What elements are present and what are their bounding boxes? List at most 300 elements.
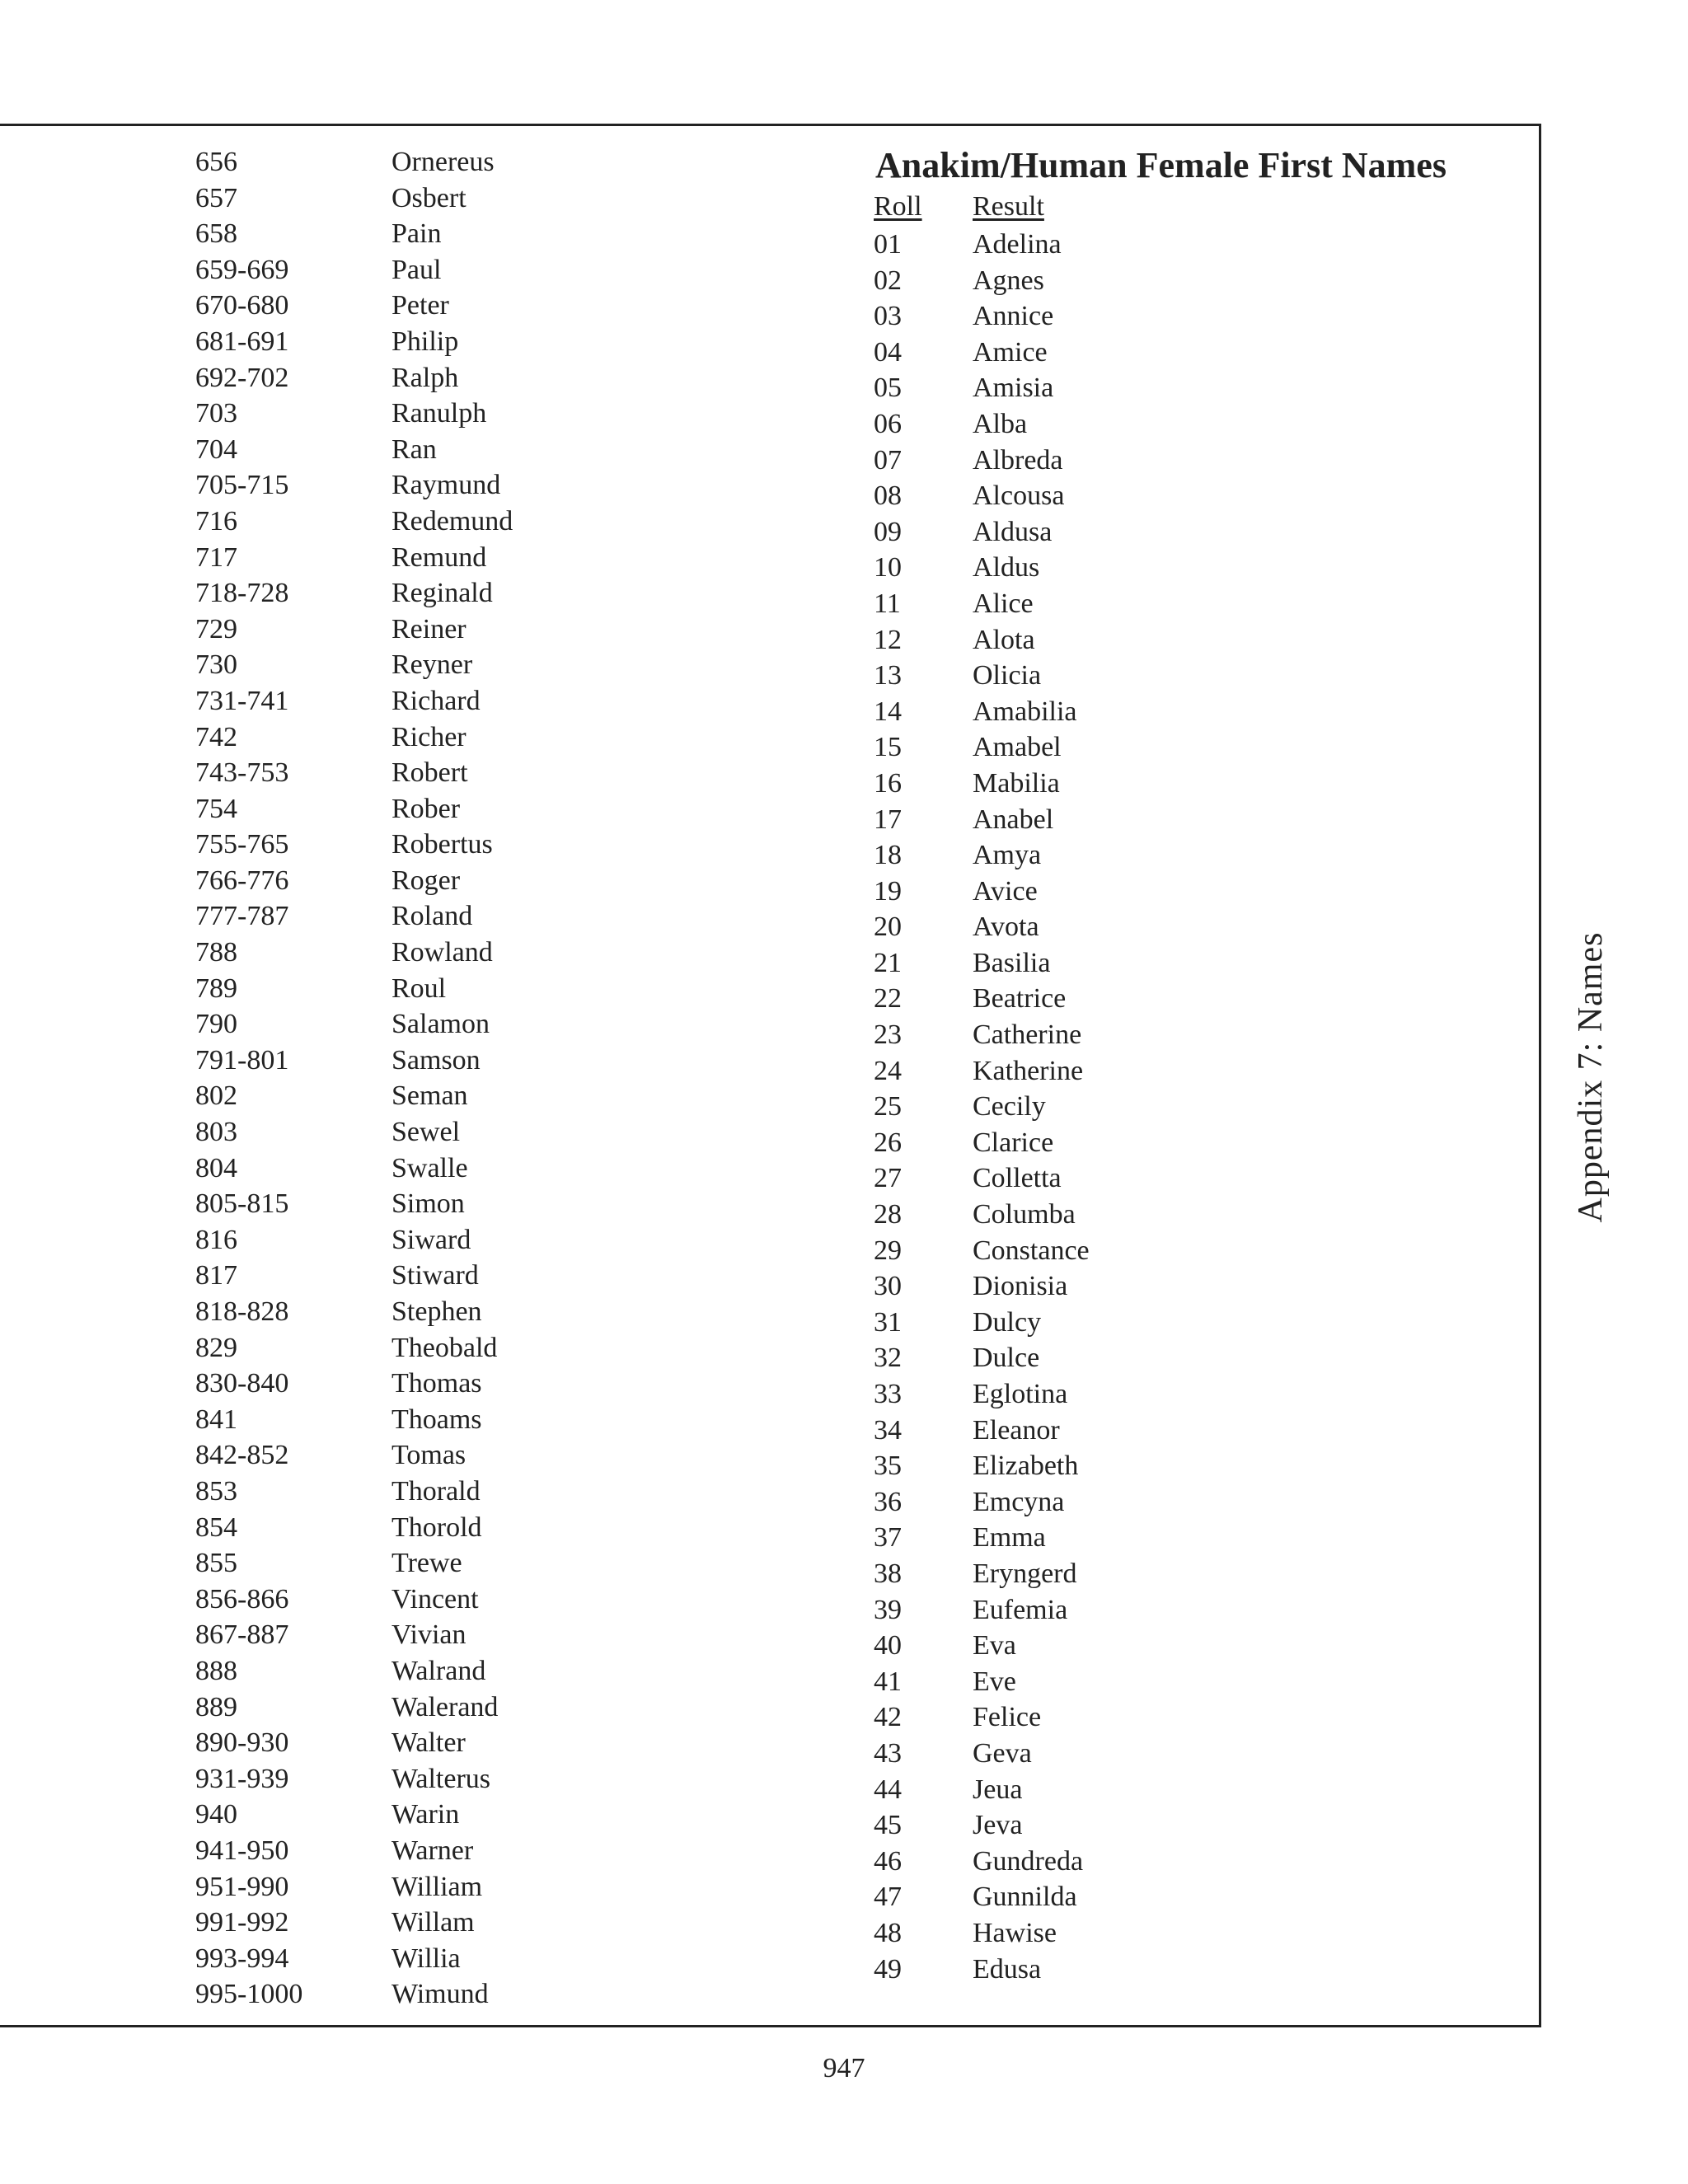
roll-value: 27 [874, 1163, 902, 1194]
table-row [195, 324, 657, 360]
name-value: Stephen [392, 1296, 482, 1327]
name-value: Constance [973, 1235, 1090, 1266]
roll-value: 40 [874, 1630, 902, 1661]
name-value: Siward [392, 1224, 471, 1255]
name-value: Remund [392, 541, 487, 573]
table-row [195, 1905, 657, 1941]
roll-value: 48 [874, 1917, 902, 1948]
roll-value: 36 [874, 1486, 902, 1517]
table-row [195, 1617, 657, 1653]
roll-value: 830-840 [195, 1368, 289, 1399]
table-row [195, 1151, 657, 1187]
roll-value: 12 [874, 624, 902, 655]
table-row [874, 909, 1451, 945]
table-row [874, 1413, 1451, 1449]
table-row [874, 1952, 1451, 1988]
name-value: Peter [392, 290, 449, 321]
name-value: Eufemia [973, 1594, 1068, 1625]
roll-value: 45 [874, 1810, 902, 1841]
roll-value: 23 [874, 1019, 902, 1051]
name-value: Thorold [392, 1511, 482, 1543]
roll-value: 766-776 [195, 865, 289, 896]
table-row [195, 863, 657, 899]
table-row [874, 478, 1451, 514]
roll-value: 21 [874, 947, 902, 978]
roll-value: 34 [874, 1414, 902, 1446]
table-row [874, 1699, 1451, 1736]
table-row [874, 1520, 1451, 1556]
name-value: Emcyna [973, 1486, 1065, 1517]
name-value: Willam [392, 1907, 475, 1938]
table-row [195, 647, 657, 683]
table-row [874, 514, 1451, 551]
roll-value: 30 [874, 1271, 902, 1302]
roll-value: 729 [195, 613, 237, 644]
roll-value: 656 [195, 147, 237, 177]
roll-value: 15 [874, 732, 902, 763]
roll-value: 14 [874, 696, 902, 727]
roll-value: 11 [874, 588, 901, 619]
name-value: Columba [973, 1199, 1076, 1230]
roll-value: 28 [874, 1199, 902, 1230]
name-value: Walterus [392, 1763, 490, 1794]
table-row [195, 1833, 657, 1869]
name-value: Robertus [392, 829, 493, 860]
left-name-table [195, 144, 657, 2013]
name-value: Ran [392, 434, 437, 465]
name-value: Colletta [973, 1163, 1062, 1194]
section-title: Anakim/Human Female First Names [875, 145, 1447, 185]
table-row [874, 227, 1451, 263]
roll-value: 46 [874, 1845, 902, 1877]
table-row [195, 467, 657, 504]
table-row [195, 1690, 657, 1726]
table-row [874, 802, 1451, 838]
table-row [874, 1807, 1451, 1844]
table-row [874, 335, 1451, 371]
name-value: Gundreda [973, 1845, 1084, 1877]
table-row [874, 298, 1451, 335]
table-row [195, 360, 657, 396]
name-value: Robert [392, 757, 468, 789]
roll-value: 777-787 [195, 901, 289, 932]
roll-value: 993-994 [195, 1943, 289, 1974]
roll-value: 991-992 [195, 1907, 289, 1938]
name-value: Ornereus [392, 147, 495, 177]
name-value: Jeua [973, 1774, 1023, 1805]
table-row [195, 898, 657, 935]
table-row [195, 252, 657, 288]
name-value: Tomas [392, 1440, 467, 1471]
table-row [874, 1233, 1451, 1269]
name-value: Eva [973, 1630, 1016, 1661]
roll-value: 803 [195, 1117, 237, 1148]
name-value: Eryngerd [973, 1558, 1077, 1589]
name-value: Adelina [973, 229, 1062, 260]
name-value: Wimund [392, 1979, 489, 2010]
table-row [195, 180, 657, 217]
table-row [874, 1268, 1451, 1305]
roll-value: 717 [195, 541, 237, 573]
table-row [195, 540, 657, 576]
roll-value: 995-1000 [195, 1979, 303, 2010]
table-row [195, 1474, 657, 1510]
name-value: Warner [392, 1835, 474, 1866]
roll-value: 829 [195, 1332, 237, 1363]
name-value: Albreda [973, 444, 1063, 476]
roll-value: 26 [874, 1127, 902, 1158]
roll-value: 705-715 [195, 470, 289, 501]
roll-value: 47 [874, 1882, 902, 1913]
roll-value: 681-691 [195, 326, 289, 357]
roll-value: 13 [874, 660, 902, 691]
roll-value: 940 [195, 1799, 237, 1830]
roll-value: 730 [195, 649, 237, 681]
roll-value: 854 [195, 1511, 237, 1543]
table-row [874, 874, 1451, 910]
roll-value: 718-728 [195, 578, 289, 609]
roll-value: 704 [195, 434, 237, 465]
name-value: Agnes [973, 265, 1044, 296]
roll-value: 853 [195, 1475, 237, 1507]
table-row [195, 144, 657, 180]
name-value: Dulce [973, 1343, 1040, 1374]
name-value: Basilia [973, 947, 1051, 978]
name-value: Richard [392, 685, 481, 716]
table-row [874, 658, 1451, 694]
name-value: Trewe [392, 1548, 462, 1579]
column-header-roll: Roll [874, 191, 922, 222]
roll-value: 31 [874, 1306, 902, 1338]
roll-value: 06 [874, 408, 902, 439]
roll-value: 07 [874, 444, 902, 476]
roll-value: 743-753 [195, 757, 289, 789]
roll-value: 842-852 [195, 1440, 289, 1471]
roll-value: 841 [195, 1404, 237, 1435]
name-value: Alice [973, 588, 1034, 619]
name-value: Thoams [392, 1404, 482, 1435]
name-value: Raymund [392, 470, 501, 501]
name-value: Reginald [392, 578, 493, 609]
table-row [195, 1437, 657, 1474]
table-row [874, 1628, 1451, 1664]
name-value: Beatrice [973, 983, 1067, 1015]
name-value: William [392, 1871, 483, 1902]
table-row [874, 263, 1451, 299]
name-value: Amabilia [973, 696, 1077, 727]
roll-value: 29 [874, 1235, 902, 1266]
name-value: Alota [973, 624, 1035, 655]
name-value: Samson [392, 1044, 481, 1076]
table-row [195, 719, 657, 756]
name-value: Walerand [392, 1691, 499, 1722]
roll-value: 941-950 [195, 1835, 289, 1866]
roll-value: 856-866 [195, 1583, 289, 1615]
roll-value: 657 [195, 182, 237, 213]
name-value: Emma [973, 1522, 1046, 1554]
roll-value: 703 [195, 398, 237, 429]
table-row [874, 443, 1451, 479]
table-row [874, 1484, 1451, 1521]
table-row [195, 971, 657, 1007]
table-row [195, 827, 657, 863]
name-value: Salamon [392, 1009, 490, 1040]
roll-value: 32 [874, 1343, 902, 1374]
name-value: Thorald [392, 1475, 481, 1507]
table-row [195, 1222, 657, 1258]
name-value: Dulcy [973, 1306, 1042, 1338]
roll-value: 25 [874, 1091, 902, 1122]
name-value: Amya [973, 840, 1042, 871]
roll-value: 888 [195, 1655, 237, 1686]
name-value: Amabel [973, 732, 1062, 763]
table-row [195, 1330, 657, 1366]
table-row [874, 981, 1451, 1017]
table-row [195, 1976, 657, 2013]
roll-value: 24 [874, 1055, 902, 1086]
name-value: Gunnilda [973, 1882, 1077, 1913]
table-row [195, 432, 657, 468]
name-value: Walter [392, 1727, 466, 1759]
table-row [874, 1125, 1451, 1161]
table-row [874, 1053, 1451, 1090]
name-value: Walrand [392, 1655, 486, 1686]
name-value: Reiner [392, 613, 467, 644]
roll-value: 692-702 [195, 362, 289, 393]
roll-value: 35 [874, 1451, 902, 1482]
roll-value: 931-939 [195, 1763, 289, 1794]
table-row [195, 216, 657, 252]
table-row [195, 1006, 657, 1043]
roll-value: 658 [195, 218, 237, 250]
name-value: Olicia [973, 660, 1042, 691]
name-value: Ranulph [392, 398, 487, 429]
table-row [195, 1366, 657, 1402]
appendix-side-label: Appendix 7: Names [1572, 931, 1610, 1223]
name-value: Vivian [392, 1619, 467, 1651]
roll-value: 805-815 [195, 1188, 289, 1220]
table-row [874, 1556, 1451, 1592]
table-row [874, 1592, 1451, 1629]
roll-value: 03 [874, 301, 902, 332]
table-row [874, 837, 1451, 874]
name-value: Stiward [392, 1260, 479, 1291]
name-value: Catherine [973, 1019, 1082, 1051]
roll-value: 22 [874, 983, 902, 1015]
roll-value: 889 [195, 1691, 237, 1722]
name-value: Swalle [392, 1152, 468, 1183]
name-value: Sewel [392, 1117, 461, 1148]
roll-value: 38 [874, 1558, 902, 1589]
table-row [195, 1510, 657, 1546]
table-row [195, 1114, 657, 1151]
name-value: Alba [973, 408, 1028, 439]
table-row [874, 1664, 1451, 1700]
table-row [874, 1305, 1451, 1341]
roll-value: 16 [874, 767, 902, 799]
roll-value: 41 [874, 1666, 902, 1697]
name-value: Mabilia [973, 767, 1060, 799]
table-row [195, 612, 657, 648]
name-value: Anabel [973, 804, 1054, 835]
roll-value: 731-741 [195, 685, 289, 716]
name-value: Geva [973, 1737, 1032, 1769]
name-value: Roland [392, 901, 473, 932]
name-value: Seman [392, 1080, 468, 1112]
table-row [195, 1294, 657, 1330]
roll-value: 789 [195, 972, 237, 1004]
name-value: Philip [392, 326, 459, 357]
name-value: Avota [973, 912, 1039, 943]
name-value: Cecily [973, 1091, 1046, 1122]
table-row [195, 1078, 657, 1114]
roll-value: 716 [195, 505, 237, 537]
roll-value: 742 [195, 721, 237, 752]
table-row [195, 1258, 657, 1294]
table-row [195, 935, 657, 971]
table-row [195, 755, 657, 791]
table-row [195, 288, 657, 324]
table-row [874, 1772, 1451, 1808]
roll-value: 02 [874, 265, 902, 296]
table-row [874, 1376, 1451, 1413]
roll-value: 08 [874, 480, 902, 512]
name-value: Ralph [392, 362, 459, 393]
name-value: Richer [392, 721, 467, 752]
name-value: Willia [392, 1943, 461, 1974]
name-value: Roul [392, 972, 447, 1004]
roll-value: 10 [874, 552, 902, 583]
roll-value: 18 [874, 840, 902, 871]
table-row [874, 1340, 1451, 1376]
page-number: 947 [823, 2053, 865, 2083]
table-row [874, 1879, 1451, 1915]
name-value: Rowland [392, 937, 493, 968]
table-row [874, 586, 1451, 622]
table-row [195, 1869, 657, 1905]
name-value: Katherine [973, 1055, 1084, 1086]
roll-value: 659-669 [195, 254, 289, 285]
table-row [874, 1017, 1451, 1053]
right-name-table [874, 227, 1451, 1987]
table-row [874, 1448, 1451, 1484]
roll-value: 17 [874, 804, 902, 835]
name-value: Annice [973, 301, 1054, 332]
table-row [195, 1941, 657, 1977]
roll-value: 05 [874, 373, 902, 404]
table-row [874, 622, 1451, 658]
column-header-result: Result [973, 191, 1044, 222]
roll-value: 42 [874, 1702, 902, 1733]
roll-value: 09 [874, 516, 902, 547]
table-row [874, 694, 1451, 730]
table-row [195, 504, 657, 540]
roll-value: 49 [874, 1953, 902, 1985]
name-value: Vincent [392, 1583, 479, 1615]
roll-value: 788 [195, 937, 237, 968]
name-value: Eleanor [973, 1414, 1060, 1446]
name-value: Aldus [973, 552, 1040, 583]
roll-value: 816 [195, 1224, 237, 1255]
roll-value: 802 [195, 1080, 237, 1112]
roll-value: 755-765 [195, 829, 289, 860]
name-value: Elizabeth [973, 1451, 1079, 1482]
roll-value: 855 [195, 1548, 237, 1579]
table-row [195, 1761, 657, 1797]
name-value: Thomas [392, 1368, 482, 1399]
roll-value: 818-828 [195, 1296, 289, 1327]
name-value: Paul [392, 254, 442, 285]
roll-value: 43 [874, 1737, 902, 1769]
name-value: Osbert [392, 182, 467, 213]
table-row [195, 1653, 657, 1690]
table-row [195, 1797, 657, 1833]
name-value: Jeva [973, 1810, 1023, 1841]
roll-value: 01 [874, 229, 902, 260]
table-row [874, 729, 1451, 766]
table-row [195, 396, 657, 432]
roll-value: 670-680 [195, 290, 289, 321]
roll-value: 04 [874, 336, 902, 368]
name-value: Theobald [392, 1332, 498, 1363]
roll-value: 790 [195, 1009, 237, 1040]
table-row [195, 575, 657, 612]
table-row [874, 406, 1451, 443]
table-row [874, 766, 1451, 802]
roll-value: 33 [874, 1379, 902, 1409]
table-row [874, 1844, 1451, 1880]
name-value: Hawise [973, 1917, 1057, 1948]
table-row [195, 1725, 657, 1761]
name-value: Redemund [392, 505, 513, 537]
name-value: Pain [392, 218, 442, 250]
table-row [874, 945, 1451, 982]
name-value: Alcousa [973, 480, 1065, 512]
name-value: Eglotina [973, 1379, 1068, 1409]
table-row [195, 791, 657, 827]
roll-value: 804 [195, 1152, 237, 1183]
roll-value: 20 [874, 912, 902, 943]
name-value: Avice [973, 875, 1038, 907]
table-row [874, 370, 1451, 406]
roll-value: 19 [874, 875, 902, 907]
roll-value: 951-990 [195, 1871, 289, 1902]
table-row [874, 1160, 1451, 1197]
name-value: Eve [973, 1666, 1016, 1697]
name-value: Warin [392, 1799, 460, 1830]
name-value: Simon [392, 1188, 465, 1220]
roll-value: 890-930 [195, 1727, 289, 1759]
roll-value: 754 [195, 793, 237, 824]
table-row [195, 1186, 657, 1222]
name-value: Dionisia [973, 1271, 1068, 1302]
table-row [195, 1545, 657, 1582]
table-row [874, 1736, 1451, 1772]
roll-value: 44 [874, 1774, 902, 1805]
table-row [195, 1043, 657, 1079]
table-row [195, 1582, 657, 1618]
name-value: Roger [392, 865, 461, 896]
name-value: Amice [973, 336, 1048, 368]
name-value: Felice [973, 1702, 1042, 1733]
roll-value: 817 [195, 1260, 237, 1291]
roll-value: 37 [874, 1522, 902, 1554]
table-row [874, 1089, 1451, 1125]
roll-value: 867-887 [195, 1619, 289, 1651]
name-value: Aldusa [973, 516, 1053, 547]
table-row [195, 1402, 657, 1438]
name-value: Clarice [973, 1127, 1054, 1158]
